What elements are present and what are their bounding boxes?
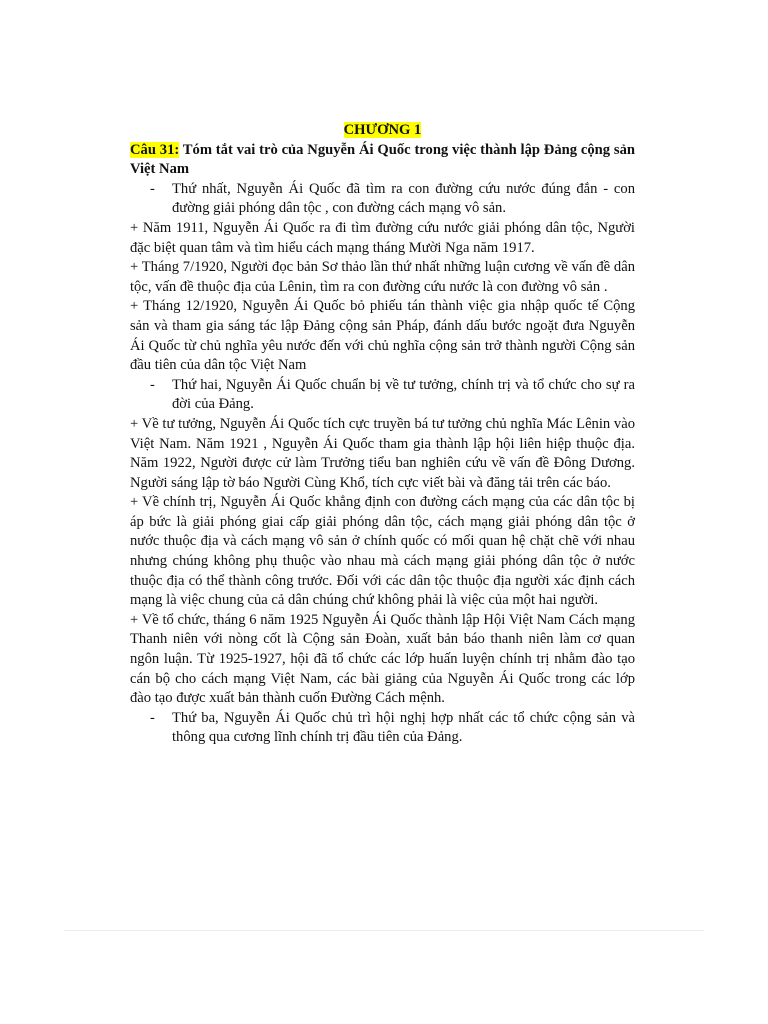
bullet-text: Thứ hai, Nguyễn Ái Quốc chuẩn bị về tư tưởng, chính trị và tổ chức cho sự ra đời của Đảng. — [172, 376, 635, 413]
paragraph: + Tháng 12/1920, Nguyễn Ái Quốc bỏ phiếu tán thành việc gia nhập quốc tế Cộng sản và tham gia sáng tác lập Đảng cộng sản Pháp, đánh dấu bước ngoặt đưa Nguyễn Ái Quốc từ chủ nghĩa yêu nước đến với chủ nghĩa cộng sản trở thành người Cộng sản đầu tiên của dân tộc Việt Nam — [130, 298, 635, 374]
bullet-text: Thứ ba, Nguyễn Ái Quốc chủ trì hội nghị hợp nhất các tổ chức cộng sản và thông qua cương lĩnh chính trị đầu tiên của Đảng. — [172, 709, 635, 746]
paragraph: + Về tư tưởng, Nguyễn Ái Quốc tích cực truyền bá tư tưởng chủ nghĩa Mác Lênin vào Việt Nam. Năm 1921 , Nguyễn Ái Quốc tham gia thành lập hội liên hiệp thuộc địa. Năm 1922, Người được cử làm Trưởng tiểu ban nghiên cứu về vấn đề Đông Dương. Người sáng lập tờ báo Người Cùng Khổ, tích cực viết bài và đăng tải trên các báo. — [130, 415, 635, 491]
paragraph: + Về tổ chức, tháng 6 năm 1925 Nguyễn Ái Quốc thành lập Hội Việt Nam Cách mạng Thanh niên với nòng cốt là Cộng sản Đoàn, xuất bản báo thanh niên làm cơ quan ngôn luận. Từ 1925-1927, hội đã tổ chức các lớp huấn luyện chính trị nhằm đào tạo cán bộ cho cách mạng Việt Nam, các bài giảng của Nguyễn Ái Quốc trong các lớp đào tạo được xuất bản thành cuốn Đường Cách mệnh. — [130, 611, 635, 707]
page-bottom-divider — [64, 930, 704, 931]
bullet-text: Thứ nhất, Nguyễn Ái Quốc đã tìm ra con đường cứu nước đúng đắn - con đường giải phóng dân tộc , con đường cách mạng vô sản. — [172, 180, 635, 217]
paragraph: + Tháng 7/1920, Người đọc bản Sơ thảo lần thứ nhất những luận cương về vấn đề dân tộc, vấn đề thuộc địa của Lênin, tìm ra con đường cứu nước là con đường vô sản . — [130, 259, 635, 295]
paragraph: + Về chính trị, Nguyễn Ái Quốc khẳng định con đường cách mạng của các dân tộc bị áp bức là giải phóng giai cấp giải phóng dân tộc, cách mạng giải phóng dân tộc ở nước thuộc địa và cách mạng vô sản ở chính quốc có mối quan hệ chặt chẽ với nhau nhưng chúng không phụ thuộc vào nhau mà cách mạng giải phóng dân tộc ở nước thuộc địa có thể thành công trước. Đối với các dân tộc thuộc địa người xác định cách mạng là việc chung của cả dân chúng chứ không phải là việc của một hai người. — [130, 494, 635, 609]
question-heading — [130, 141, 635, 180]
bullet-marker: - — [150, 180, 155, 197]
chapter-title: CHƯƠNG 1 — [343, 122, 422, 138]
bullet-marker: - — [150, 709, 155, 726]
chapter-heading — [130, 121, 635, 141]
bullet-item — [130, 180, 635, 219]
bullet-marker: - — [150, 376, 155, 393]
question-text: Tóm tắt vai trò của Nguyễn Ái Quốc trong việc thành lập Đảng cộng sản Việt Nam — [130, 141, 635, 178]
bullet-item — [130, 376, 635, 415]
bullet-item — [130, 709, 635, 748]
paragraph: + Năm 1911, Nguyễn Ái Quốc ra đi tìm đường cứu nước giải phóng dân tộc, Người đặc biệt quan tâm và tìm hiểu cách mạng tháng Mười Nga năm 1917. — [130, 219, 635, 256]
question-label: Câu 31: — [130, 141, 180, 158]
document-page — [130, 121, 635, 748]
